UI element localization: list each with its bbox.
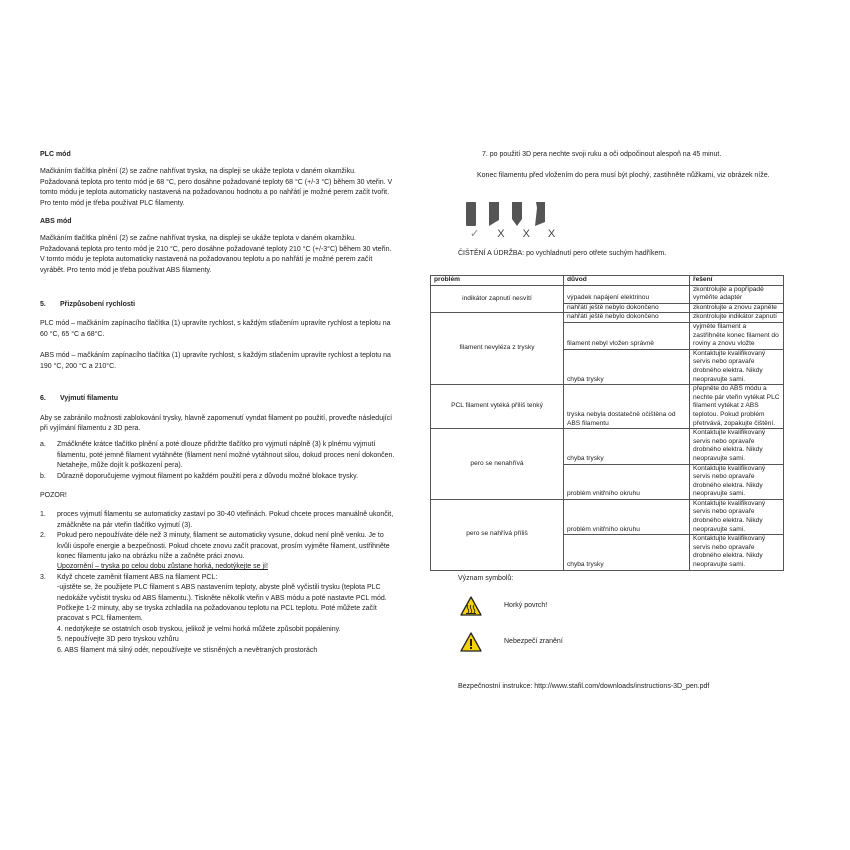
header-problem: problém: [431, 275, 564, 285]
list-label: b.: [40, 472, 46, 480]
hot-surface-label: Horký povrch!: [504, 601, 548, 609]
table-row: [431, 429, 784, 464]
solution-cell: Kontaktujte kvalifikovaný servis nebo opravaře drobného elektra. Nikdy neopravujte sami.: [690, 464, 784, 499]
cross-mark: X: [497, 227, 505, 240]
rest-instruction: 7. po použití 3D pera nechte svoji ruku a oči odpočinout alespoň na 45 minut.: [482, 151, 722, 158]
filament-tip-flat: [466, 202, 476, 226]
list-label: a.: [40, 441, 46, 449]
list-label: 1.: [40, 511, 46, 519]
reason-cell: filament nebyl vložen správně: [564, 323, 690, 350]
problem-cell: PCL filament vytéká příliš tenký: [431, 385, 564, 429]
list-label: 2.: [40, 532, 46, 540]
section-6-title: Vyjmutí filamentu: [60, 395, 119, 403]
list-text: Když chcete zaměnit filament ABS na filament PCL:: [57, 573, 218, 581]
reason-cell: problém vnitřního okruhu: [564, 499, 690, 534]
section-5-number: 5.: [40, 301, 46, 309]
cross-mark: X: [522, 227, 530, 240]
right-column: [430, 150, 790, 692]
injury-label: Nebezpečí zranění: [504, 637, 563, 645]
reason-cell: problém vnitřního okruhu: [564, 464, 690, 499]
troubleshooting-table: [430, 275, 784, 571]
reason-cell: chyba trysky: [564, 429, 690, 464]
filament-tip-slanted: [535, 202, 545, 226]
symbol-hot-surface: [460, 592, 790, 620]
solution-cell: zkontrolujte indikátor zapnutí: [690, 313, 784, 323]
list-label: 3.: [40, 573, 46, 581]
table-header-row: [431, 275, 784, 285]
warning-heading: POZOR!: [40, 491, 67, 499]
symbols-list: [460, 592, 790, 656]
problem-cell: pero se nenahřívá: [431, 429, 564, 500]
reason-cell: tryska nebyla dostatečně očištěna od ABS filamentu: [564, 385, 690, 429]
list-text: proces vyjmutí filamentu se automaticky zastaví po 30-40 vteřinách. Pokud chcete proces manuálně ukončit, zmáčkněte na pár vteřin tlačítko vyjmutí (3).: [57, 511, 394, 529]
reason-cell: nahřátí ještě nebylo dokončeno: [564, 313, 690, 323]
section-6-heading: [40, 394, 395, 404]
table-row: [431, 385, 784, 429]
problem-cell: indikátor zapnutí nesvítí: [431, 285, 564, 313]
list-text: 5. nepoužívejte 3D pero tryskou vzhůru: [57, 636, 179, 644]
plc-mode-text: Mačkáním tlačítka plnění (2) se začne nahřívat tryska, na displeji se ukáže teplota v daném okamžiku. Požadovaná teplota pro tento mód je 68 °C, pero dosáhne požadované teploty 68 °C (+/-3 °C) během 30 vteřin. V tomto módu je teplota automaticky nastavená na požadovanou hodnotu a po nahřátí je možné perem začít tvořit. Pro tento mód je třeba používat PLC filamenty.: [40, 168, 393, 207]
speed-plc-text: PLC mód – mačkáním zapínacího tlačítka (1) upravíte rychlost, s každým stlačením upravíte rychlost a teplotu na 60 °C, 65 °C a 68°C.: [40, 320, 391, 338]
list-text: -ujistěte se, že použijete PLC filament s ABS nastavením teploty, abyste plně vyčistili trysku (teplota PLC nedokáže vyčistit trysku od ABS filamentu.). Tiskněte několik vteřin v ABS módu a poté nastavte PCL mód. Počkejte 1-2 minuty, aby se tryska zchladila na požadovanou teplotu na PCL teplotu. Poté můžete začít pracovat s PCL filamentem.: [57, 584, 387, 623]
section-6-number: 6.: [40, 395, 46, 403]
hot-surface-icon: [460, 596, 482, 616]
solution-cell: Kontaktujte kvalifikovaný servis nebo opravaře drobného elektra. Nikdy neopravujte sami.: [690, 429, 784, 464]
list-item-1: [40, 510, 395, 531]
left-column: [40, 150, 395, 656]
safety-instructions-link[interactable]: Bezpečnostní instrukce: http://www.stafil.com/downloads/instructions-3D_pen.pdf: [458, 683, 710, 691]
check-mark: ✓: [470, 227, 480, 240]
table-row: [431, 499, 784, 534]
list-text: 6. ABS filament má silný odér, nepoužívejte ve stísněných a nevětraných prostorách: [57, 646, 318, 654]
list-item-2: [40, 531, 395, 573]
section-5-title: Přizpůsobení rychlosti: [60, 301, 136, 309]
list-text: Zmáčkněte krátce tlačítko plnění a poté dlouze přidržte tlačítko pro vyjmutí náplně (3) k plnému vyjmutí filamentu, poté jemně filament vytáhněte (filament není možné vytáhnout silou, dokud proces není dokončen. Netahejte, může dojít k poškození pera).: [57, 441, 395, 470]
list-item-b: [40, 472, 395, 482]
solution-cell: Kontaktujte kvalifikovaný servis nebo opravaře drobného elektra. Nikdy neopravujte sami.: [690, 499, 784, 534]
section-5-heading: [40, 300, 395, 310]
filament-end-text: Konec filamentu před vložením do pera musí být plochý, zastihněte nůžkami, viz obrázek níže.: [477, 172, 770, 180]
filament-tip-pointed: [512, 202, 522, 226]
table-row: [431, 313, 784, 323]
reason-cell: výpadek napájení elektrinou: [564, 285, 690, 303]
symbol-injury: [460, 628, 790, 656]
reason-cell: chyba trysky: [564, 535, 690, 570]
solution-cell: vyjměte filament a zastřihněte konec filament do roviny a znovu vložte: [690, 323, 784, 350]
filament-tips-figure: [466, 202, 790, 239]
solution-cell: Kontaktujte kvalifikovaný servis nebo opravaře drobného elektra. Nikdy neopravujte sami.: [690, 535, 784, 570]
table-row: [431, 285, 784, 303]
hot-nozzle-warning: Upozornění – tryska po celou dobu zůstane horká, nedotýkejte se jí!: [57, 563, 268, 571]
symbols-title: Význam symbolů:: [458, 574, 514, 582]
abs-mode-title: ABS mód: [40, 218, 72, 226]
list-item-3: [40, 573, 395, 656]
solution-cell: zkontrolujte a znovu zapněte: [690, 303, 784, 313]
list-text: Pokud pero nepoužíváte déle než 3 minuty, filament se automaticky vysune, dokud není plně venku. Je to kvůli úspoře energie a bezpečnosti. Pokud chcete znovu začít pracovat, prosím vyjměte filament, ustřihněte konec filamentu jako na obrázku níže a začněte práci znovu.: [57, 532, 390, 560]
cleaning-text: ČIŠTĚNÍ A ÚDRŽBA: po vychladnutí pero otřete suchým hadříkem.: [458, 250, 667, 258]
removal-intro: Aby se zabránilo možnosti zablokování trysky, hlavně zapomenutí vyndat filament po použití, proveďte následující při vyjímání filamentu z 3D pera.: [40, 414, 393, 432]
abs-mode-text: Mačkáním tlačítka plnění (2) se začne nahřívat tryska, na displeji se ukáže teplota v daném okamžiku. Požadovaná teplota pro tento mód je 210 °C, pero dosáhne požadované teploty 210 °C (+/-3°C) během 30 vteřin. V tomto módu je teplota automaticky nastavená na požadovanou teplotu a po nahřátí je možné perem začít vyrábět. Pro tento mód je třeba používat ABS filamenty.: [40, 235, 392, 274]
header-solution: řešení: [690, 275, 784, 285]
problem-cell: pero se nahřívá příliš: [431, 499, 564, 570]
cross-mark: X: [547, 227, 556, 240]
filament-tip-angled: [489, 202, 499, 226]
plc-mode-title: PLC mód: [40, 151, 71, 158]
injury-warning-icon: [460, 632, 482, 652]
solution-cell: zkontrolujte a popřípadě vyměňte adaptér: [690, 285, 784, 303]
list-item-a: [40, 440, 395, 471]
reason-cell: chyba trysky: [564, 349, 690, 384]
problem-cell: filament nevyléza z trysky: [431, 313, 564, 385]
list-text: Důrazně doporučujeme vyjmout filament po každém použití pera z důvodu možné blokace trysky.: [57, 472, 359, 480]
solution-cell: Kontaktujte kvalifikovaný servis nebo opravaře drobného elektra. Nikdy neopravujte sami.: [690, 349, 784, 384]
list-text: 4. nedotýkejte se ostatních osob tryskou, jelikož je velmi horká můžete způsobit popáleniny.: [57, 625, 341, 633]
header-reason: důvod: [564, 275, 690, 285]
reason-cell: nahřátí ještě nebylo dokončeno: [564, 303, 690, 313]
speed-abs-text: ABS mód – mačkáním zapínacího tlačítka (1) upravíte rychlost, s každým stlačením upravíte rychlost a teplotu na 190 °C, 200 °C a 210°C.: [40, 352, 391, 370]
solution-cell: přepněte do ABS módu a nechte pár vteřin vytékat PLC filament vytékat z ABS teplotou. Pokud problém přetrvává, zopakujte čištění.: [690, 385, 784, 429]
